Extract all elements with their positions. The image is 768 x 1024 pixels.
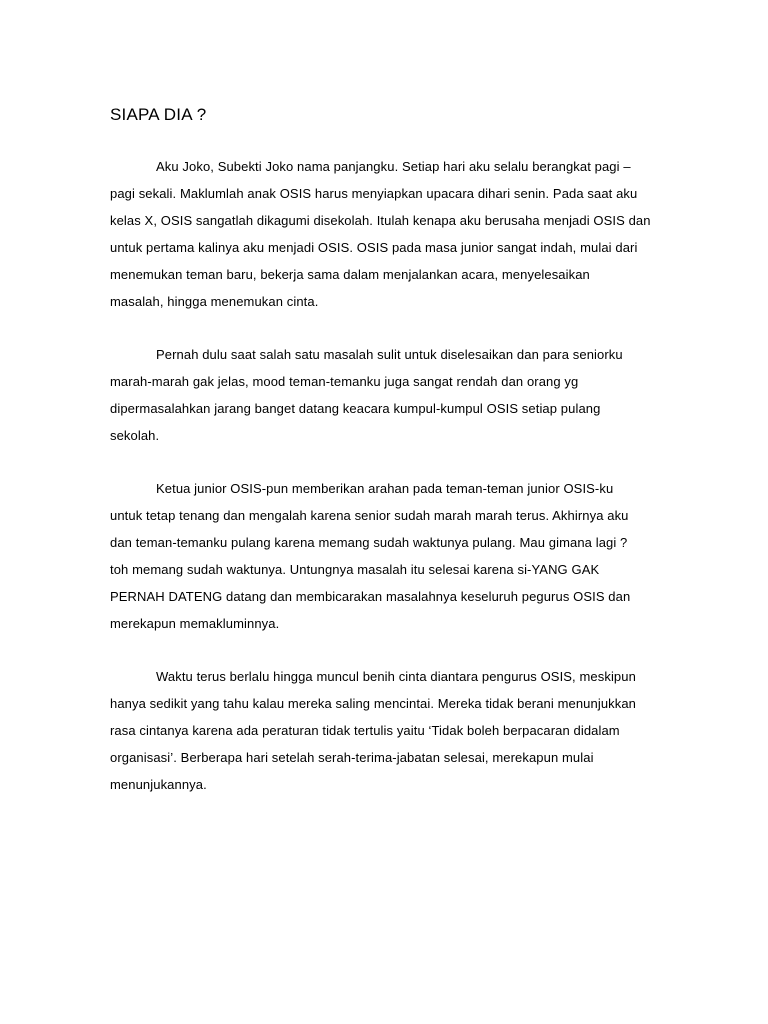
paragraph-line: Ketua junior OSIS-pun memberikan arahan pada teman-teman junior OSIS-ku	[156, 481, 614, 496]
paragraph-line: dan teman-temanku pulang karena memang sudah waktunya pulang. Mau gimana lagi ?	[110, 535, 628, 550]
paragraph-line: pagi sekali. Maklumlah anak OSIS harus menyiapkan upacara dihari senin. Pada saat aku	[110, 186, 638, 201]
paragraph-line: untuk pertama kalinya aku menjadi OSIS. OSIS pada masa junior sangat indah, mulai dari	[110, 240, 638, 255]
document-title: SIAPA DIA ?	[110, 105, 207, 124]
paragraph-line: dipermasalahkan jarang banget datang keacara kumpul-kumpul OSIS setiap pulang	[110, 401, 601, 416]
paragraph-line: hanya sedikit yang tahu kalau mereka saling mencintai. Mereka tidak berani menunjukkan	[110, 696, 637, 711]
paragraph-line: menemukan teman baru, bekerja sama dalam menjalankan acara, menyelesaikan	[110, 267, 590, 282]
paragraph-line: organisasi’. Berberapa hari setelah serah-terima-jabatan selesai, merekapun mulai	[110, 750, 594, 765]
paragraph-line: Aku Joko, Subekti Joko nama panjangku. Setiap hari aku selalu berangkat pagi –	[156, 159, 631, 174]
paragraph-line: sekolah.	[110, 428, 160, 443]
paragraph-line: rasa cintanya karena ada peraturan tidak tertulis yaitu ‘Tidak boleh berpacaran didalam	[110, 723, 620, 738]
paragraph-line: masalah, hingga menemukan cinta.	[110, 294, 319, 309]
paragraph-line: PERNAH DATENG datang dan membicarakan masalahnya keseluruh pegurus OSIS dan	[110, 589, 631, 604]
paragraph-line: kelas X, OSIS sangatlah dikagumi disekolah. Itulah kenapa aku berusaha menjadi OSIS dan	[110, 213, 651, 228]
paragraph-line: marah-marah gak jelas, mood teman-temanku juga sangat rendah dan orang yg	[110, 374, 579, 389]
paragraph-line: merekapun memakluminnya.	[110, 616, 280, 631]
paragraph-line: Waktu terus berlalu hingga muncul benih cinta diantara pengurus OSIS, meskipun	[156, 669, 636, 684]
paragraph-line: toh memang sudah waktunya. Untungnya masalah itu selesai karena si-YANG GAK	[110, 562, 600, 577]
paragraph-line: menunjukannya.	[110, 777, 207, 792]
paragraph-line: untuk tetap tenang dan mengalah karena senior sudah marah marah terus. Akhirnya aku	[110, 508, 629, 523]
paragraph-line: Pernah dulu saat salah satu masalah sulit untuk diselesaikan dan para seniorku	[156, 347, 623, 362]
